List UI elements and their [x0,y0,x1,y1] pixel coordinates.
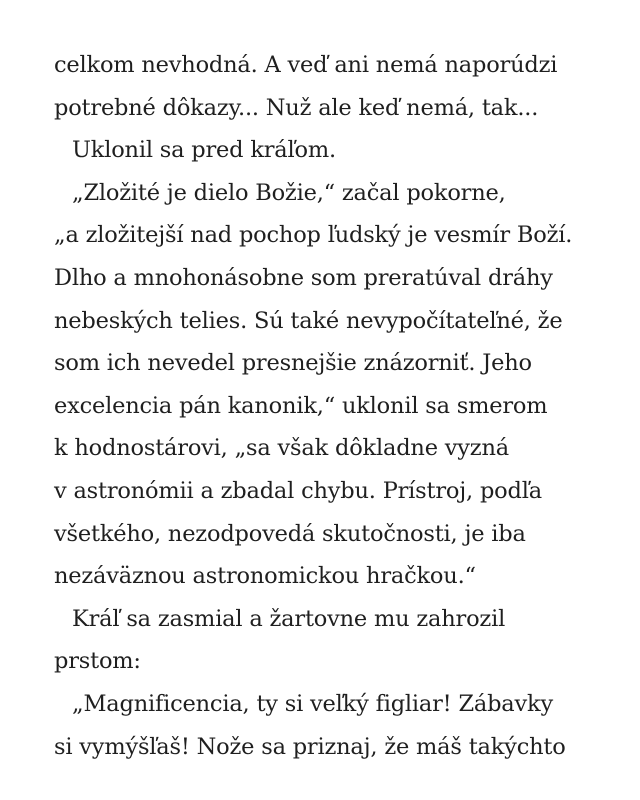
text-line: nebeských telies. Sú také nevypočítateľné, že [54,307,563,334]
text-line: v astronómii a zbadal chybu. Prístroj, podľa [54,477,542,504]
text-line: všetkého, nezodpovedá skutočnosti, je iba [54,520,526,547]
text-line: „Magnificencia, ty si veľký figliar! Zábavky [72,690,553,717]
text-line: som ich nevedel presnejšie znázorniť. Jeho [54,350,532,377]
text-line: nezáväznou astronomickou hračkou.“ [54,563,476,590]
text-line: prstom: [54,648,141,675]
text-line: „Zložité je dielo Božie,“ začal pokorne, [72,179,506,206]
text-line: celkom nevhodná. A veď ani nemá naporúdzi [54,52,558,78]
text-line: „a zložitejší nad pochop ľudský je vesmír Boží. [54,222,573,249]
text-line: si vymýšľaš! Nože sa priznaj, že máš takýchto [54,733,566,760]
text-line: Dlho a mnohonásobne som preratúval dráhy [54,264,553,291]
text-line: Kráľ sa zasmial a žartovne mu zahrozil [72,605,506,632]
text-line: Uklonil sa pred kráľom. [72,137,336,164]
text-line: potrebné dôkazy... Nuž ale keď nemá, tak... [54,94,539,121]
text-line: k hodnostárovi, „sa však dôkladne vyzná [54,435,509,462]
book-page [54,44,614,768]
text-line: excelencia pán kanonik,“ uklonil sa smerom [54,392,548,419]
